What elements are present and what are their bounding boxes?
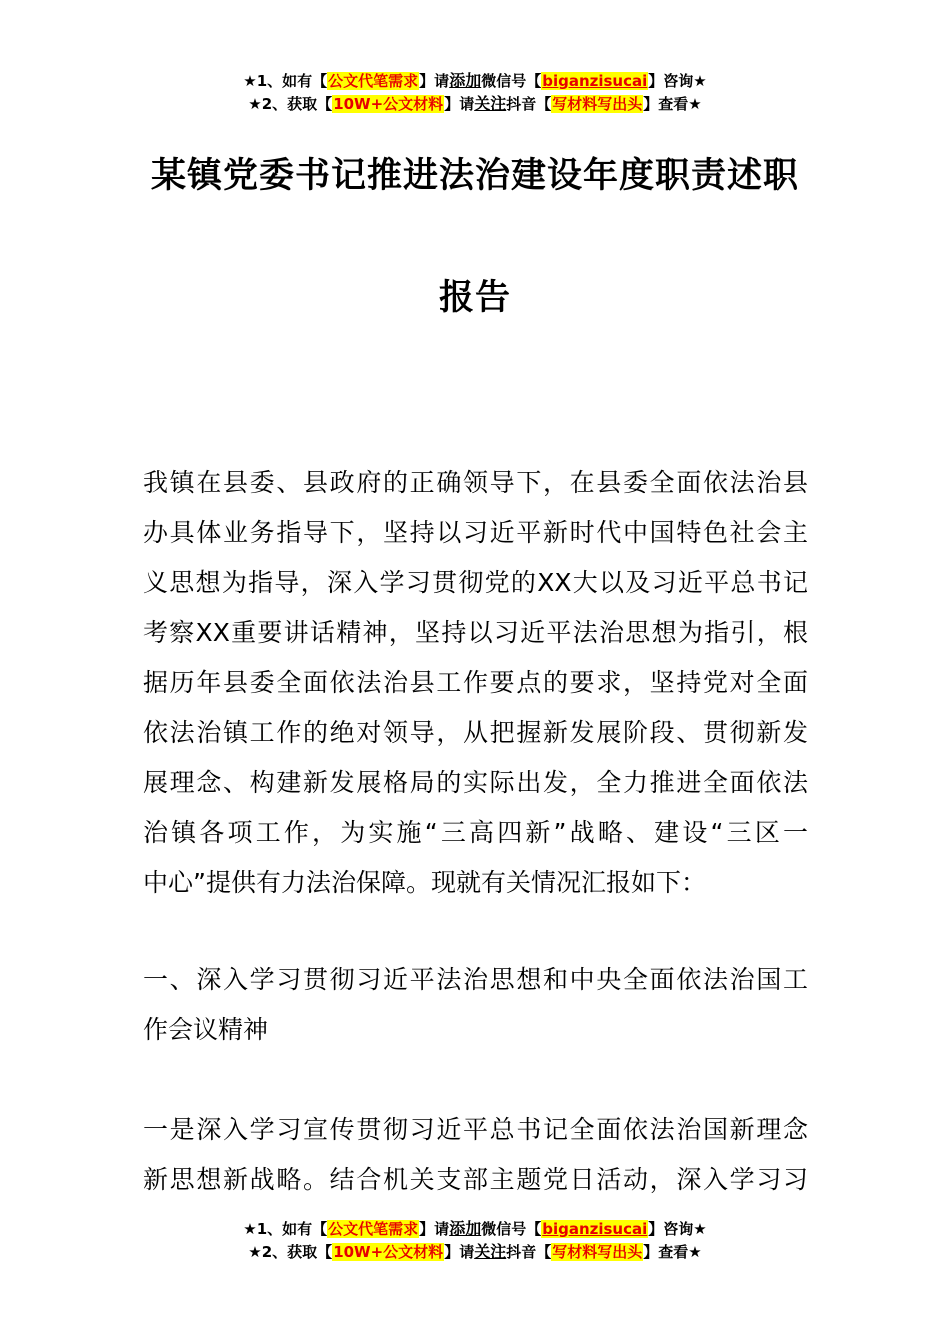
banner-text: ★2、获取【 xyxy=(248,1243,333,1261)
banner-text: 】查看★ xyxy=(643,1243,702,1261)
text-line: 办具体业务指导下，坚持以习近平新时代中国特色社会主 xyxy=(143,518,808,547)
banner-emphasis: 关注 xyxy=(474,1242,507,1261)
banner-line-1 xyxy=(0,1218,950,1241)
text-line: 依法治镇工作的绝对领导，从把握新发展阶段、贯彻新发 xyxy=(143,718,808,747)
text-line: 治镇各项工作，为实施“三高四新”战略、建设“三区一 xyxy=(143,818,808,847)
text-line: 一是深入学习宣传贯彻习近平总书记全面依法治国新理念 xyxy=(143,1115,808,1144)
heading-line: 一、深入学习贯彻习近平法治思想和中央全面依法治国工 xyxy=(143,965,808,994)
banner-line-2 xyxy=(0,93,950,116)
wechat-id[interactable]: biganzisucai xyxy=(542,1220,648,1238)
banner-text: 】咨询★ xyxy=(648,1220,707,1238)
banner-line-2 xyxy=(0,1241,950,1264)
text-line: 展理念、构建新发展格局的实际出发，全力推进全面依法 xyxy=(143,768,808,797)
highlight-service: 公文代笔需求 xyxy=(328,1220,419,1238)
document-title-line-2: 报告 xyxy=(438,278,511,318)
banner-text: 】查看★ xyxy=(643,95,702,113)
douyin-account[interactable]: 写材料写出头 xyxy=(552,1243,643,1261)
heading-line: 作会议精神 xyxy=(143,1015,269,1044)
paragraph-intro xyxy=(143,458,808,908)
text-line: 中心”提供有力法治保障。现就有关情况汇报如下： xyxy=(143,868,706,897)
banner-text: 微信号【 xyxy=(481,72,542,90)
wechat-id[interactable]: biganzisucai xyxy=(542,72,648,90)
banner-text: ★1、如有【 xyxy=(243,72,328,90)
banner-text: ★1、如有【 xyxy=(243,1220,328,1238)
douyin-account[interactable]: 写材料写出头 xyxy=(552,95,643,113)
highlight-materials: 10W+公文材料 xyxy=(333,1243,444,1261)
banner-text: 】咨询★ xyxy=(648,72,707,90)
banner-emphasis: 添加 xyxy=(449,71,482,90)
bottom-ad-banner xyxy=(0,1218,950,1264)
banner-text: 】请 xyxy=(419,1220,450,1238)
document-title-line-1: 某镇党委书记推进法治建设年度职责述职 xyxy=(150,156,799,196)
banner-text: ★2、获取【 xyxy=(248,95,333,113)
banner-text: 】请 xyxy=(444,95,475,113)
text-line: 考察XX重要讲话精神，坚持以习近平法治思想为指引，根 xyxy=(143,618,808,647)
highlight-materials: 10W+公文材料 xyxy=(333,95,444,113)
banner-line-1 xyxy=(0,70,950,93)
text-line: 新思想新战略。结合机关支部主题党日活动，深入学习习 xyxy=(143,1165,808,1194)
section-heading-1 xyxy=(143,955,808,1055)
banner-text: 抖音【 xyxy=(506,1243,552,1261)
banner-text: 抖音【 xyxy=(506,95,552,113)
banner-text: 】请 xyxy=(419,72,450,90)
highlight-service: 公文代笔需求 xyxy=(328,72,419,90)
text-line: 我镇在县委、县政府的正确领导下，在县委全面依法治县 xyxy=(143,468,808,497)
text-line: 义思想为指导，深入学习贯彻党的XX大以及习近平总书记 xyxy=(143,568,808,597)
banner-emphasis: 添加 xyxy=(449,1219,482,1238)
banner-text: 微信号【 xyxy=(481,1220,542,1238)
banner-text: 】请 xyxy=(444,1243,475,1261)
banner-emphasis: 关注 xyxy=(474,94,507,113)
paragraph-point-1 xyxy=(143,1105,808,1205)
text-line: 据历年县委全面依法治县工作要点的要求，坚持党对全面 xyxy=(143,668,808,697)
top-ad-banner xyxy=(0,70,950,116)
